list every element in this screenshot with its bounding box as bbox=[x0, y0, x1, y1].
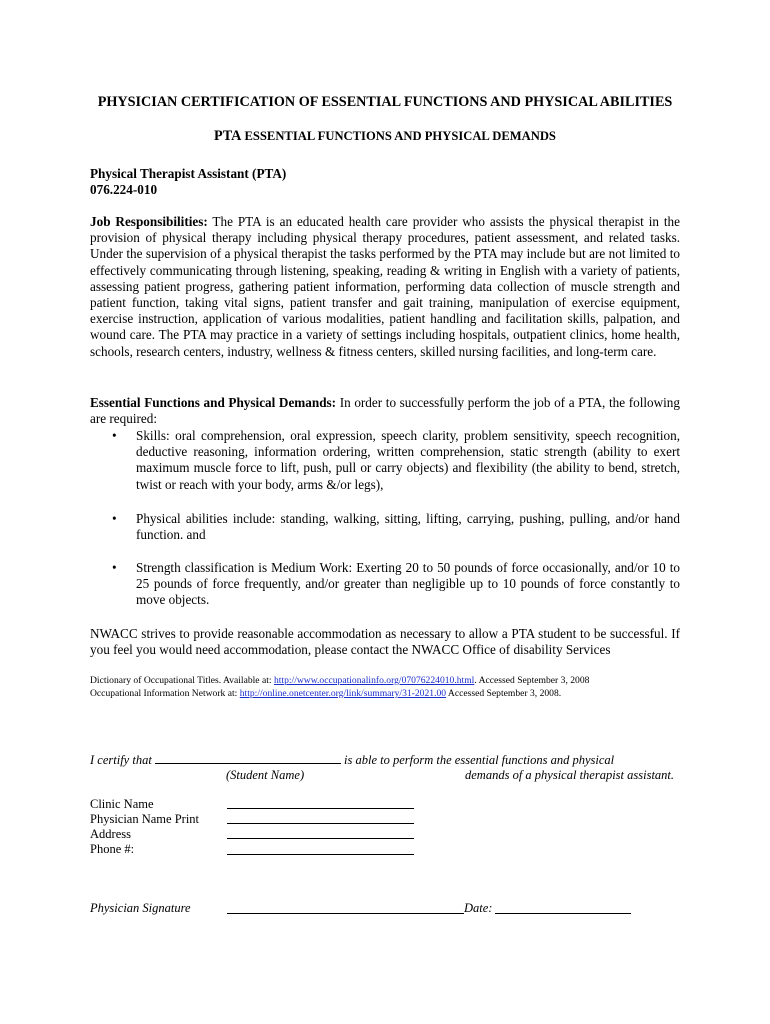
list-item bbox=[90, 511, 680, 543]
essential-functions-intro bbox=[90, 395, 680, 427]
position-code: 076.224-010 bbox=[90, 182, 158, 197]
job-responsibilities-text: The PTA is an educated health care provider who assists the physical therapist in the provision of physical therapy including physical therapy procedures, patient assessment, and related tasks. Under the supervision of a physical therapist the tasks performed by the PTA may include but are not limited to effectively communicating through listening, speaking, reading & writing in English with a variety of patients, assessing patient progress, gathering patient information, performing data collection of muscle strength and patient function, taking vital signs, patient transfer and gait training, manipulation of exercise equipment, exercise instruction, application of various modalities, patient handling and facilitation skills, palpation, and wound care. The PTA may practice in a variety of settings including hospitals, outpatient clinics, home health, schools, research centers, industry, wellness & fitness centers, skilled nursing facilities, and long-term care. bbox=[90, 214, 680, 359]
reference-2 bbox=[90, 687, 680, 701]
bullet-icon: • bbox=[112, 560, 117, 575]
phone-field[interactable] bbox=[227, 854, 414, 855]
address-label: Address bbox=[90, 827, 131, 841]
job-responsibilities-heading: Job Responsibilities: bbox=[90, 214, 208, 229]
reference-2-link[interactable]: http://online.onetcenter.org/link/summary/31-2021.00 bbox=[239, 688, 447, 699]
phone-label: Phone #: bbox=[90, 842, 135, 856]
clinic-name-field[interactable] bbox=[227, 808, 414, 809]
accommodation-statement: NWACC strives to provide reasonable accommodation as necessary to allow a PTA student to be successful. If you feel you would need accommodation, please contact the NWACC Office of disability Services bbox=[90, 626, 680, 658]
date-label: Date: bbox=[464, 901, 493, 915]
essential-functions-text: In order to successfully perform the job of a PTA, the following are required: bbox=[90, 395, 680, 427]
list-item bbox=[90, 428, 680, 493]
clinic-name-label: Clinic Name bbox=[90, 797, 154, 811]
certify-prefix: I certify that bbox=[90, 753, 155, 767]
subtitle-prefix: PTA bbox=[214, 128, 242, 144]
list-item bbox=[90, 560, 680, 609]
list-item-text: Physical abilities include: standing, walking, sitting, lifting, carrying, pushing, pulling, and/or hand function. and bbox=[136, 511, 680, 543]
physician-name-print-label: Physician Name Print bbox=[90, 812, 200, 826]
document-title: PHYSICIAN CERTIFICATION OF ESSENTIAL FUNCTIONS AND PHYSICAL ABILITIES bbox=[97, 94, 673, 110]
date-field[interactable] bbox=[495, 913, 631, 914]
job-responsibilities bbox=[90, 214, 680, 360]
list-item-text: Skills: oral comprehension, oral expression, speech clarity, problem sensitivity, speech recognition, deductive reasoning, information ordering, written comprehension, static strength (ability to exert maximum muscle force to lift, push, pull or carry objects) and flexibility (the ability to bend, stretch, twist or reach with your body, arms &/or legs), bbox=[136, 428, 680, 492]
reference-1-link[interactable]: http://www.occupationalinfo.org/07076224010.html bbox=[273, 675, 475, 686]
reference-2-prefix: Occupational Information Network at: bbox=[90, 688, 240, 699]
reference-1-suffix: . Accessed September 3, 2008 bbox=[474, 675, 590, 686]
student-name-field[interactable] bbox=[155, 752, 341, 764]
reference-1 bbox=[90, 674, 680, 688]
essential-functions-heading: Essential Functions and Physical Demands: bbox=[90, 395, 337, 410]
subtitle-rest: ESSENTIAL FUNCTIONS AND PHYSICAL DEMANDS bbox=[241, 129, 556, 143]
position-name: Physical Therapist Assistant (PTA) bbox=[90, 166, 287, 181]
list-item-text: Strength classification is Medium Work: Exerting 20 to 50 pounds of force occasionally, and/or 10 to 25 pounds of force frequently, and/or greater than negligible up to 10 pounds of force constantly to move objects. bbox=[136, 560, 680, 608]
document-subtitle bbox=[90, 128, 680, 145]
bullet-icon: • bbox=[112, 511, 117, 526]
reference-1-prefix: Dictionary of Occupational Titles. Available at: bbox=[90, 675, 274, 686]
certification-statement bbox=[90, 752, 690, 768]
student-name-caption: (Student Name) bbox=[226, 768, 305, 782]
bullet-icon: • bbox=[112, 428, 117, 443]
certify-middle: is able to perform the essential functions and physical bbox=[340, 753, 615, 767]
address-field[interactable] bbox=[227, 838, 414, 839]
physician-signature-label: Physician Signature bbox=[90, 901, 191, 915]
physician-name-print-field[interactable] bbox=[227, 823, 414, 824]
physician-signature-field[interactable] bbox=[227, 913, 464, 914]
reference-2-suffix: Accessed September 3, 2008. bbox=[446, 688, 562, 699]
demands-line: demands of a physical therapist assistant. bbox=[465, 768, 675, 782]
